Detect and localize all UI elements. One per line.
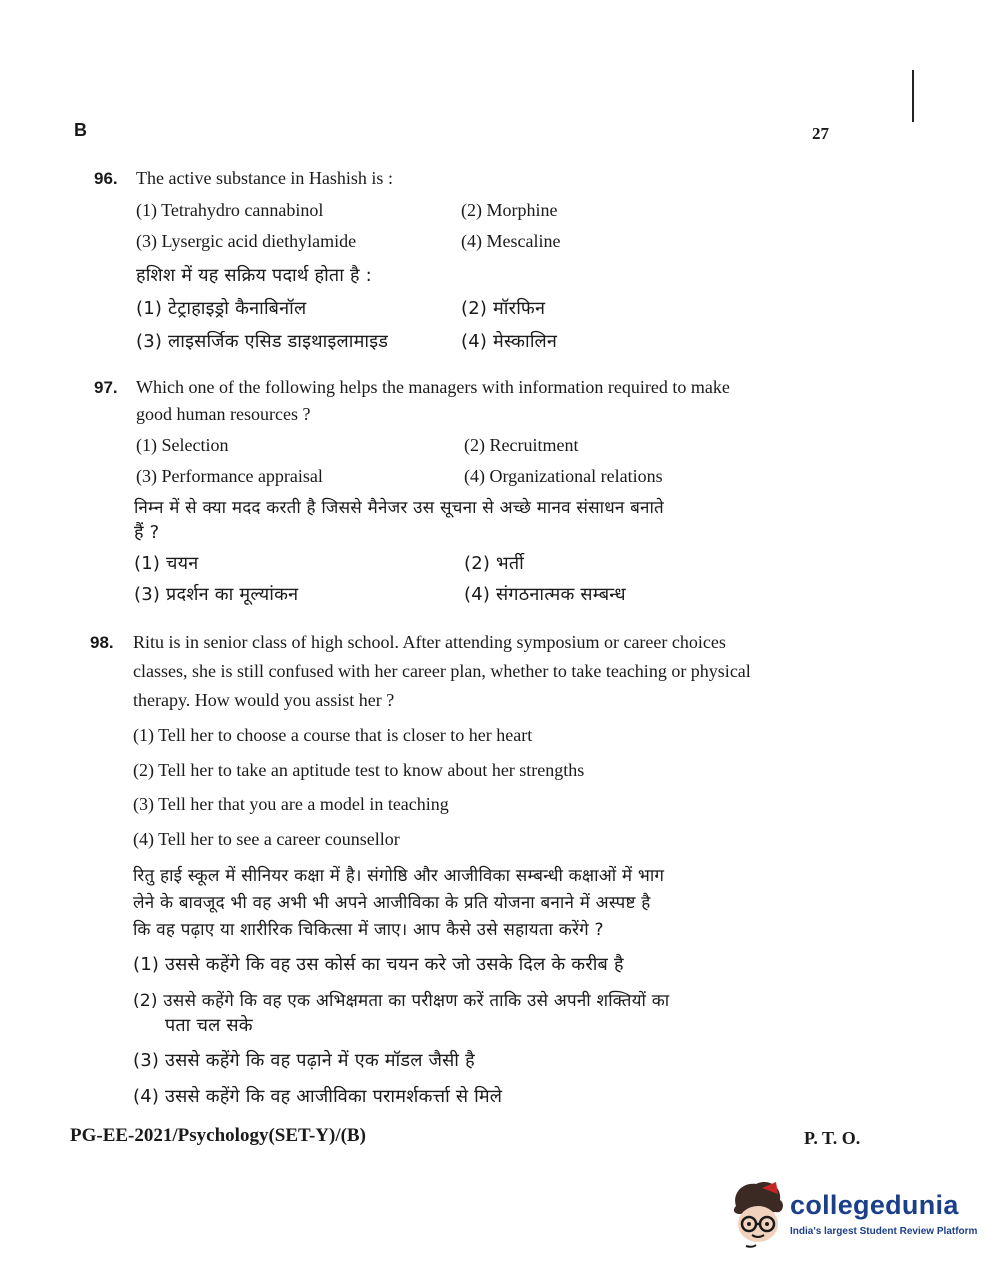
- option-hi-2: (2) भर्ती: [464, 553, 524, 574]
- collegedunia-watermark: [728, 1176, 978, 1256]
- brand-name: collegedunia: [790, 1190, 959, 1220]
- option-en-3: (3) Lysergic acid diethylamide: [136, 231, 357, 251]
- question-text-en-line-1: Which one of the following helps the managers with information required to make: [136, 377, 730, 397]
- option-hi-2-continuation: पता चल सके: [165, 1015, 253, 1036]
- paper-code: PG-EE-2021/Psychology(SET-Y)/(B): [70, 1125, 366, 1146]
- option-en-3: (3) Performance appraisal: [136, 466, 323, 486]
- option-hi-1: (1) टेट्राहाइड्रो कैनाबिनॉल: [136, 298, 307, 319]
- question-text-hi-line-2: हैं ?: [134, 522, 160, 543]
- mascot-icon: [728, 1176, 790, 1250]
- question-text-hi-line-2: लेने के बावजूद भी वह अभी भी अपने आजीविका के प्रति योजना बनाने में अस्पष्ट है: [133, 893, 651, 913]
- question-text-hi: हशिश में यह सक्रिय पदार्थ होता है :: [136, 265, 372, 286]
- option-hi-2: (2) उससे कहेंगे कि वह एक अभिक्षमता का परीक्षण करें ताकि उसे अपनी शक्तियों का: [133, 991, 670, 1011]
- option-hi-4: (4) मेस्कालिन: [461, 331, 558, 352]
- question-number: 97.: [94, 378, 118, 397]
- margin-mark: [912, 70, 914, 122]
- option-hi-4: (4) संगठनात्मक सम्बन्ध: [464, 584, 626, 605]
- option-hi-1: (1) उससे कहेंगे कि वह उस कोर्स का चयन करे जो उसके दिल के करीब है: [133, 954, 624, 975]
- question-text-hi-line-1: रितु हाई स्कूल में सीनियर कक्षा में है। संगोष्ठि और आजीविका सम्बन्धी कक्षाओं में भाग: [133, 866, 665, 886]
- question-text-hi-line-3: कि वह पढ़ाए या शारीरिक चिकित्सा में जाए। आप कैसे उसे सहायता करेंगे ?: [133, 920, 604, 940]
- option-en-4: (4) Organizational relations: [464, 466, 663, 486]
- question-number: 96.: [94, 169, 118, 188]
- question-number: 98.: [90, 633, 114, 652]
- option-hi-1: (1) चयन: [134, 553, 199, 574]
- question-text-en-line-2: good human resources ?: [136, 404, 311, 424]
- brand-tagline: India's largest Student Review Platform: [790, 1226, 978, 1237]
- question-text-en-line-2: classes, she is still confused with her career plan, whether to take teaching or physical: [133, 661, 751, 681]
- question-text-en-line-3: therapy. How would you assist her ?: [133, 690, 395, 710]
- option-hi-3: (3) लाइसर्जिक एसिड डाइथाइलामाइड: [136, 331, 389, 352]
- option-hi-3: (3) उससे कहेंगे कि वह पढ़ाने में एक मॉडल जैसी है: [133, 1050, 475, 1071]
- question-text-hi-line-1: निम्न में से क्या मदद करती है जिससे मैनेजर उस सूचना से अच्छे मानव संसाधन बनाते: [134, 498, 664, 518]
- question-text-en: The active substance in Hashish is :: [136, 168, 393, 188]
- option-en-1: (1) Selection: [136, 435, 229, 455]
- option-en-1: (1) Tetrahydro cannabinol: [136, 200, 324, 220]
- option-en-4: (4) Mescaline: [461, 231, 561, 251]
- option-en-4: (4) Tell her to see a career counsellor: [133, 829, 400, 849]
- option-hi-4: (4) उससे कहेंगे कि वह आजीविका परामर्शकर्त्ता से मिले: [133, 1086, 503, 1107]
- option-hi-3: (3) प्रदर्शन का मूल्यांकन: [134, 584, 299, 605]
- option-en-2: (2) Tell her to take an aptitude test to know about her strengths: [133, 760, 585, 780]
- option-en-1: (1) Tell her to choose a course that is closer to her heart: [133, 725, 533, 745]
- pto-label: P. T. O.: [804, 1128, 861, 1148]
- set-label: B: [74, 120, 87, 140]
- option-hi-2: (2) मॉरफिन: [461, 298, 546, 319]
- option-en-2: (2) Recruitment: [464, 435, 579, 455]
- question-text-en-line-1: Ritu is in senior class of high school. After attending symposium or career choices: [133, 632, 726, 652]
- option-en-3: (3) Tell her that you are a model in teaching: [133, 794, 449, 814]
- option-en-2: (2) Morphine: [461, 200, 558, 220]
- page-number: 27: [812, 124, 829, 143]
